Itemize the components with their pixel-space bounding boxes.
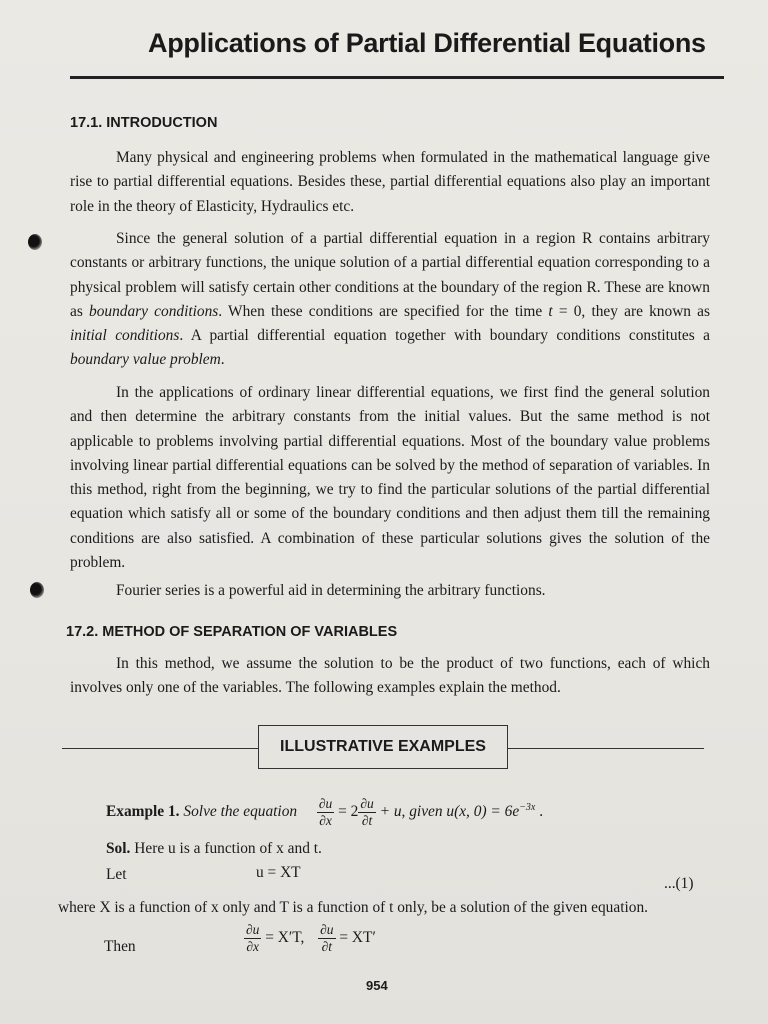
text-run: . When these conditions are specified for the time bbox=[218, 302, 549, 320]
paragraph-intro-1: Many physical and engineering problems when formulated in the mathematical language give rise to partial differential equations. Besides these, partial differential equations also play an important role in the theory of Elasticity, Hydraulics etc. bbox=[70, 149, 710, 215]
example-1-statement bbox=[106, 796, 543, 829]
let-equation: u = XT bbox=[256, 864, 301, 881]
exponent: −3x bbox=[519, 801, 536, 813]
equation-end: . bbox=[539, 803, 544, 821]
equation-part: = 2 bbox=[338, 803, 359, 821]
paragraph-method: In this method, we assume the solution to be the product of two functions, each of which involves only one of the variables. The following examples explain the method. bbox=[70, 655, 710, 697]
fraction-du-dx: $\frac{\partial u}{\partial x}$ bbox=[318, 796, 333, 828]
paragraph-intro-3: In the applications of ordinary linear differential equations, we first find the general solution and then determine the arbitrary constants from the initial values. But the same method is not applicable to problems involving partial differential equations. Most of the boundary value problems involving linear partial differential equations can be solved by the method of separation of variables. In this method, right from the beginning, we try to find the particular solutions of the partial differential equation which satisfy all or some of the boundary conditions and then adjust them till the remaining conditions are also satisfied. A combination of these particular solutions gives the solution of the problem. bbox=[70, 384, 710, 572]
section-heading-separation: 17.2. METHOD OF SEPARATION OF VARIABLES bbox=[66, 624, 398, 640]
equation-part: + u, given u(x, 0) = 6e bbox=[379, 803, 520, 821]
page-number: 954 bbox=[366, 978, 388, 993]
binding-hole-icon bbox=[28, 234, 42, 250]
term-boundary-conditions: boundary conditions bbox=[89, 302, 219, 320]
variable-t: t bbox=[548, 302, 553, 320]
term-boundary-value-problem: boundary value problem bbox=[70, 351, 221, 369]
examples-rule-right bbox=[508, 748, 704, 749]
illustrative-examples-box: ILLUSTRATIVE EXAMPLES bbox=[258, 725, 508, 769]
solution-text: Here u is a function of x and t. bbox=[134, 840, 322, 857]
title-rule bbox=[70, 76, 724, 79]
text-run: . bbox=[220, 351, 225, 369]
fraction-du-dx: $\frac{\partial u}{\partial x}$ bbox=[246, 922, 260, 954]
fraction-du-dt: $\frac{\partial u}{\partial t}$ bbox=[320, 922, 334, 954]
text-run: Since the general solution of a partial differential equation in a region R contains arbitrary constants or arbitrary functions, the unique solution of a partial differential equation corresponding to a physical problem will satisfy certain other conditions at the boundary of the region R. These are known as bbox=[70, 230, 710, 320]
solution-label: Sol. bbox=[106, 840, 131, 857]
equation-part: = XT′ bbox=[339, 929, 376, 947]
text-run: = 0, they are known as bbox=[552, 302, 710, 320]
term-initial-conditions: initial conditions bbox=[70, 327, 180, 345]
examples-rule-left bbox=[62, 748, 258, 749]
text-run: . A partial differential equation together with boundary conditions constitutes a bbox=[179, 327, 710, 345]
then-label: Then bbox=[104, 938, 136, 955]
where-text: where X is a function of x only and T is a function of t only, be a solution of the given equation. bbox=[58, 899, 648, 916]
paragraph-intro-4: Fourier series is a powerful aid in determining the arbitrary functions. bbox=[116, 582, 546, 599]
paragraph-intro-2 bbox=[70, 227, 710, 373]
example-prompt: Solve the equation bbox=[183, 803, 298, 821]
section-heading-introduction: 17.1. INTRODUCTION bbox=[70, 115, 218, 131]
equation-part: = X′T, bbox=[265, 929, 305, 947]
example-label: Example 1. bbox=[106, 803, 180, 821]
equation-number: ...(1) bbox=[664, 875, 694, 892]
binding-hole-icon bbox=[30, 582, 44, 598]
solution-line bbox=[106, 840, 322, 858]
then-equation bbox=[244, 922, 376, 955]
chapter-title: Applications of Partial Differential Equations bbox=[148, 28, 706, 58]
fraction-du-dt: $\frac{\partial u}{\partial t}$ bbox=[360, 796, 374, 828]
let-label: Let bbox=[106, 866, 127, 883]
